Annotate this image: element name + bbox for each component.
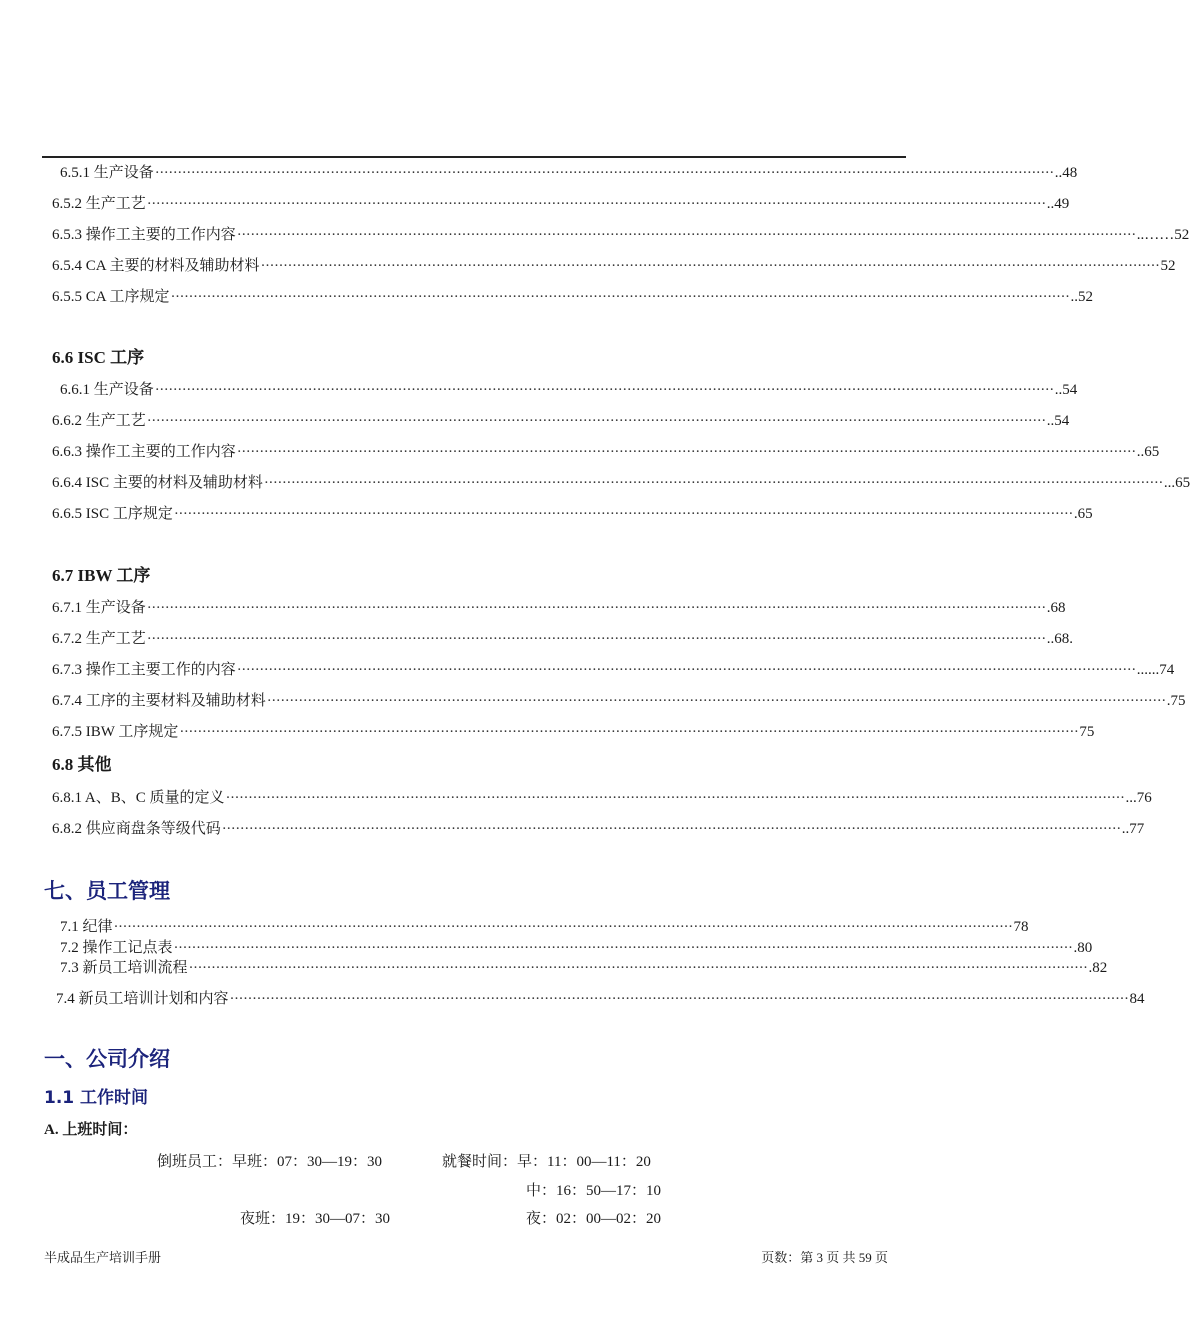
toc-heading-6-8[interactable]: 6.8 其他 (52, 755, 112, 774)
toc-entry-6-5-5[interactable]: 6.5.5 CA 工序规定 ········································································································································································································ ..52 (52, 289, 1094, 305)
toc-entry-7-2[interactable]: 7.2 操作工记点表 ········································································································································································································ .80 (60, 940, 1093, 956)
toc-heading-6-7[interactable]: 6.7 IBW 工序 (52, 566, 151, 585)
leader-dots: ········································································································································································································ (263, 475, 1163, 491)
toc-entry-6-7-5[interactable]: 6.7.5 IBW 工序规定 ········································································································································································································ 75 (52, 724, 1095, 740)
toc-entry-6-5-4[interactable]: 6.5.4 CA 主要的材料及辅助材料 ········································································································································································································ 52 (52, 258, 1176, 274)
leader-dots: ········································································································································································································ (146, 196, 1046, 212)
toc-entry-6-6-4[interactable]: 6.6.4 ISC 主要的材料及辅助材料 ········································································································································································································ ...65 (52, 475, 1190, 491)
leader-dots: ········································································································································································································ (229, 991, 1129, 1007)
meal-morning-text: 就餐时间：早：11：00—11：20 (442, 1154, 651, 1170)
toc-entry-6-5-2[interactable]: 6.5.2 生产工艺 ········································································································································································································ ..49 (52, 196, 1070, 212)
toc-entry-6-7-4[interactable]: 6.7.4 工序的主要材料及辅助材料 ········································································································································································································ .75 (52, 693, 1186, 709)
footer-title: 半成品生产培训手册 (44, 1250, 162, 1265)
header-rule (42, 156, 906, 158)
leader-dots: ········································································································································································································ (221, 821, 1121, 837)
leader-dots: ········································································································································································································ (146, 413, 1046, 429)
leader-dots: ········································································································································································································ (154, 382, 1054, 398)
chapter-1-heading: 一、公司介绍 (44, 1047, 170, 1071)
leader-dots: ········································································································································································································ (236, 227, 1136, 243)
toc-entry-6-5-3[interactable]: 6.5.3 操作工主要的工作内容 ········································································································································································································ ..……52 (52, 227, 1190, 243)
toc-entry-6-6-5[interactable]: 6.6.5 ISC 工序规定 ········································································································································································································ .65 (52, 506, 1093, 522)
toc-entry-7-3[interactable]: 7.3 新员工培训流程 ········································································································································································································ .82 (60, 960, 1108, 976)
leader-dots: ········································································································································································································ (173, 506, 1073, 522)
meal-mid-text: 中：16：50—17：10 (526, 1183, 662, 1199)
leader-dots: ········································································································································································································ (146, 631, 1046, 647)
toc-entry-7-4[interactable]: 7.4 新员工培训计划和内容 ········································································································································································································ 84 (56, 991, 1145, 1007)
leader-dots: ········································································································································································································ (154, 165, 1054, 181)
leader-dots: ········································································································································································································ (236, 662, 1136, 678)
leader-dots: ········································································································································································································ (173, 940, 1073, 956)
toc-entry-6-6-2[interactable]: 6.6.2 生产工艺 ········································································································································································································ ..54 (52, 413, 1070, 429)
toc-entry-6-8-2[interactable]: 6.8.2 供应商盘条等级代码 ········································································································································································································ ..77 (52, 821, 1145, 837)
leader-dots: ········································································································································································································ (188, 960, 1088, 976)
meal-night-text: 夜：02：00—02：20 (526, 1211, 662, 1227)
toc-entry-6-8-1[interactable]: 6.8.1 A、B、C 质量的定义 ········································································································································································································ ...76 (52, 790, 1152, 806)
toc-entry-6-5-1[interactable]: 6.5.1 生产设备 ········································································································································································································ ..48 (60, 165, 1078, 181)
leader-dots: ········································································································································································································ (170, 289, 1070, 305)
toc-entry-6-6-1[interactable]: 6.6.1 生产设备 ········································································································································································································ ..54 (60, 382, 1078, 398)
leader-dots: ········································································································································································································ (113, 919, 1013, 935)
toc-entry-6-7-2[interactable]: 6.7.2 生产工艺 ········································································································································································································ ..68. (52, 631, 1074, 647)
leader-dots: ········································································································································································································ (225, 790, 1125, 806)
leader-dots: ········································································································································································································ (146, 600, 1046, 616)
section-1-1-heading: 1.1 工作时间 (44, 1088, 149, 1108)
toc-chapter-7-heading[interactable]: 七、员工管理 (44, 879, 170, 903)
toc-entry-7-1[interactable]: 7.1 纪律 ········································································································································································································ 78 (60, 919, 1029, 935)
shift-night-text: 夜班：19：30—07：30 (240, 1211, 391, 1227)
leader-dots: ········································································································································································································ (179, 724, 1079, 740)
leader-dots: ········································································································································································································ (260, 258, 1160, 274)
shift-day-text: 倒班员工：早班：07：30—19：30 (157, 1154, 383, 1170)
toc-entry-6-6-3[interactable]: 6.6.3 操作工主要的工作内容 ········································································································································································································ ..65 (52, 444, 1160, 460)
toc-heading-6-6[interactable]: 6.6 ISC 工序 (52, 348, 145, 367)
leader-dots: ········································································································································································································ (266, 693, 1166, 709)
leader-dots: ········································································································································································································ (236, 444, 1136, 460)
subsection-a-heading: A. 上班时间： (44, 1122, 138, 1138)
footer-page-number: 页数：第 3 页 共 59 页 (761, 1250, 888, 1265)
toc-entry-6-7-1[interactable]: 6.7.1 生产设备 ········································································································································································································ .68 (52, 600, 1066, 616)
toc-entry-6-7-3[interactable]: 6.7.3 操作工主要工作的内容 ········································································································································································································ ......74 (52, 662, 1175, 678)
